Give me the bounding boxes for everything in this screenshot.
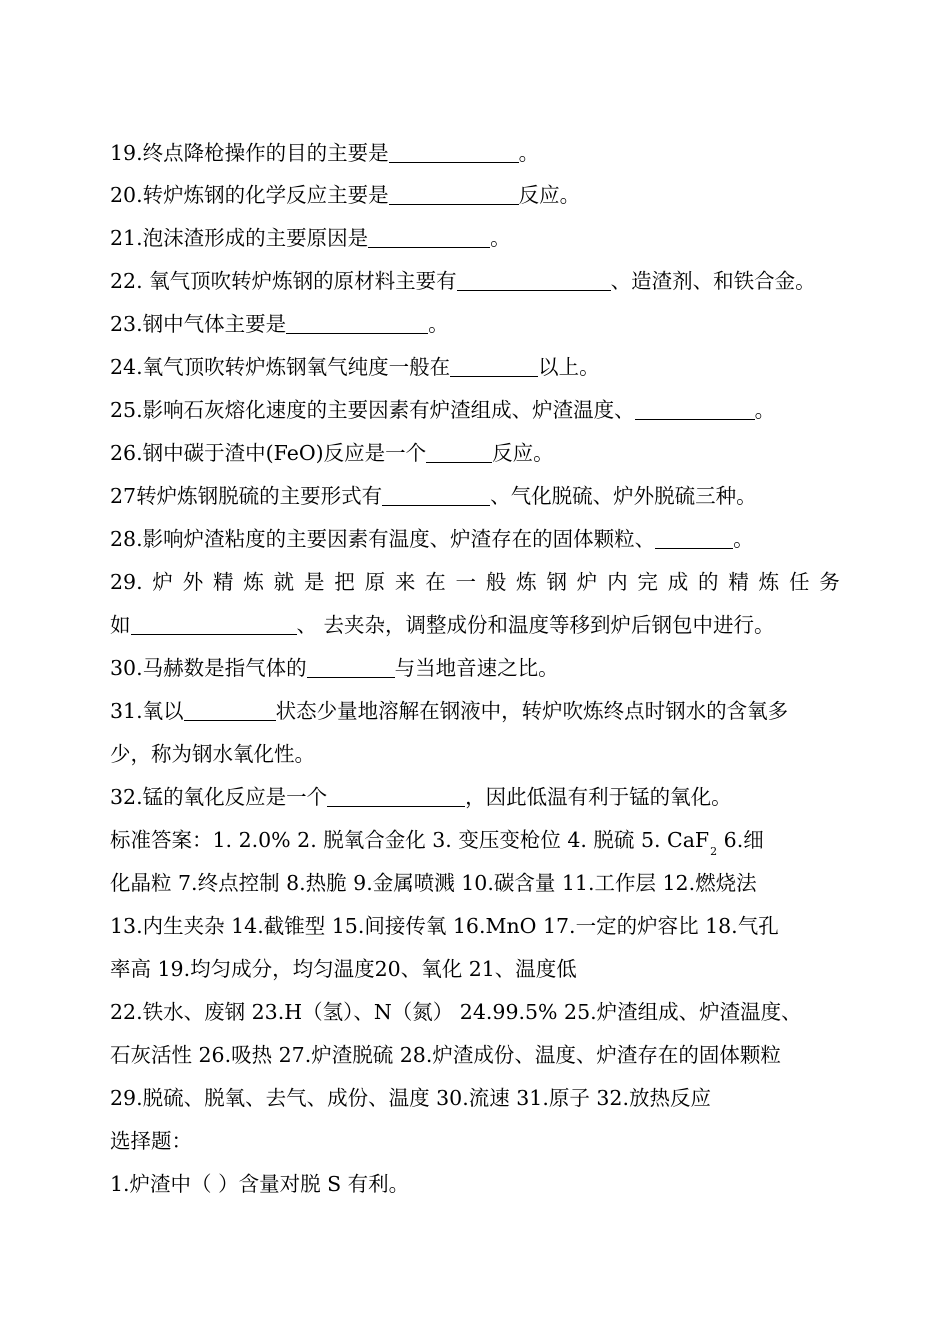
question-29-line1: 29. 炉 外 精 炼 就 是 把 原 来 在 一 般 炼 钢 炉 内 完 成 的 精 炼 任 务 xyxy=(110,570,840,594)
question-27: 27转炉炼钢脱硫的主要形式有 、气化脱硫、炉外脱硫三种。 xyxy=(110,484,757,508)
question-22: 22. 氧气顶吹转炉炼钢的原材料主要有 、造渣剂、和铁合金。 xyxy=(110,269,816,293)
question-30: 30.马赫数是指气体的 与当地音速之比。 xyxy=(110,656,559,680)
question-21: 21.泡沫渣形成的主要原因是 。 xyxy=(110,226,511,250)
choice-heading: 选择题： xyxy=(110,1129,192,1153)
answers-line-2: 化晶粒 7.终点控制 8.热脆 9.金属喷溅 10.碳含量 11.工作层 12.燃烧法 xyxy=(110,871,757,895)
question-28: 28.影响炉渣粘度的主要因素有温度、炉渣存在的固体颗粒、 。 xyxy=(110,527,754,551)
answer-blank[interactable] xyxy=(382,485,490,506)
question-26: 26.钢中碳于渣中(FeO)反应是一个 反应。 xyxy=(110,441,554,465)
answer-blank[interactable] xyxy=(426,442,492,463)
answer-blank[interactable] xyxy=(635,399,755,420)
answer-blank[interactable] xyxy=(389,184,519,205)
answer-blank[interactable] xyxy=(457,270,611,291)
answer-blank[interactable] xyxy=(450,356,538,377)
question-29-line2: 如 、 去夹杂，调整成份和温度等移到炉后钢包中进行。 xyxy=(110,613,775,637)
answer-blank[interactable] xyxy=(655,528,733,549)
answers-line-1: 标准答案：1. 2.0% 2. 脱氧合金化 3. 变压变枪位 4. 脱硫 5. CaF$_2$ 6.细 xyxy=(110,828,764,858)
answer-blank[interactable] xyxy=(184,700,276,721)
answer-blank[interactable] xyxy=(307,657,395,678)
answer-blank[interactable] xyxy=(131,614,297,635)
answers-line-6: 石灰活性 26.吸热 27.炉渣脱硫 28.炉渣成份、温度、炉渣存在的固体颗粒 xyxy=(110,1043,781,1067)
answers-line-3: 13.内生夹杂 14.截锥型 15.间接传氧 16.MnO 17.一定的炉容比 18.气孔 xyxy=(110,914,779,938)
question-20: 20.转炉炼钢的化学反应主要是 反应。 xyxy=(110,183,581,207)
question-19: 19.终点降枪操作的目的主要是 。 xyxy=(110,141,540,165)
question-32: 32.锰的氧化反应是一个 ，因此低温有利于锰的氧化。 xyxy=(110,785,732,809)
answers-line-4: 率高 19.均匀成分，均匀温度20、氧化 21、温度低 xyxy=(110,957,577,981)
question-25: 25.影响石灰熔化速度的主要因素有炉渣组成、炉渣温度、 。 xyxy=(110,398,776,422)
question-24: 24.氧气顶吹转炉炼钢氧气纯度一般在 以上。 xyxy=(110,355,600,379)
question-31: 31.氧以 状态少量地溶解在钢液中，转炉吹炼终点时钢水的含氧多 xyxy=(110,699,789,723)
answer-blank[interactable] xyxy=(368,227,490,248)
answer-blank[interactable] xyxy=(327,786,465,807)
answers-line-7: 29.脱硫、脱氧、去气、成份、温度 30.流速 31.原子 32.放热反应 xyxy=(110,1086,711,1110)
question-23: 23.钢中气体主要是 。 xyxy=(110,312,449,336)
answer-blank[interactable] xyxy=(286,313,428,334)
answer-blank[interactable] xyxy=(389,142,519,163)
answers-line-5: 22.铁水、废钢 23.H（氢）、N（氮） 24.99.5% 25.炉渣组成、炉渣温度、 xyxy=(110,1000,802,1024)
choice-question-1: 1.炉渣中（ ）含量对脱 S 有利。 xyxy=(110,1172,410,1196)
question-31-line2: 少，称为钢水氧化性。 xyxy=(110,742,315,766)
